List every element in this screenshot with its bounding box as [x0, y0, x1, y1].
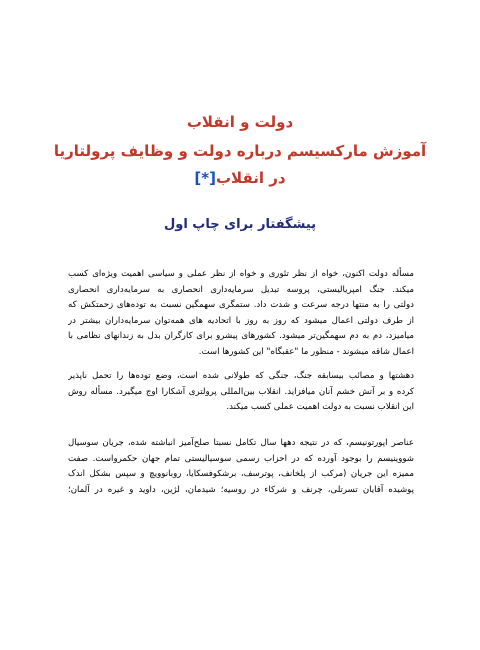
- paragraph-1: [68, 267, 414, 361]
- paragraph-line: ممیزه این جریان (مرکب از پلخانف، پوترسف، برشکوفسکایا، روبانوویچ و سپس بشکل اندک: [68, 469, 414, 480]
- paragraph-line: کرده و بر آتش خشم آنان میافزاید. انقلاب بین‌المللی پرولتری آشکارا اوج میگیرد. مسأله روش: [68, 386, 414, 397]
- paragraph-line: از طرف دولتی اعمال میشود که روز به روز با اتحادیه های همه‌توان سرمایه‌داران بیشتر در: [68, 315, 414, 326]
- footnote-reference-link[interactable]: [*]: [194, 169, 216, 187]
- paragraph-line: عناصر اپورتونیسم، که در نتیجه دهها سال تکامل نسبتا صلح‌آمیز انباشته شده، جریان سوسیال: [68, 438, 414, 448]
- title-line-1: دولت و انقلاب: [186, 113, 294, 131]
- title-line-3: [40, 168, 440, 188]
- paragraph-line: پوشیده آقایان تسرتلی، چرنف و شرکاء در روسیه؛ شیدمان، لژین، داوید و غیره در آلمان؛: [68, 484, 414, 495]
- paragraph-line: این انقلاب نسبت به دولت اهمیت عملی کسب میکند.: [226, 402, 414, 413]
- paragraph-line: مسأله دولت اکنون، خواه از نظر تئوری و خواه از نظر عملی و سیاسی اهمیت ویژه‌ای کسب: [68, 269, 414, 279]
- paragraph-line: میامیزد، دم به دم سهمگین‌تر میشود. کشورهای پیشرو برای کارگران بدل به زندانهای نظامی با: [68, 331, 414, 342]
- title-line-2: آموزش مارکسیسم درباره دولت و وظایف پرولتاریا: [53, 142, 427, 160]
- paragraph-3: [68, 436, 414, 498]
- paragraph-line: اعمال شاقه میشوند - منظور ما "عقبگاه" این کشورها است.: [198, 346, 414, 357]
- paragraph-2: [68, 369, 414, 416]
- paragraph-line: دولتی را به منتها درجه سرعت و شدت داد. ستمگری سهمگین نسبت به توده‌های زحمتکش که: [68, 300, 414, 311]
- paragraph-line: شووینیسم را بوجود آورده که در احزاب رسمی سوسیالیستی تمام جهان حکمرواست. صفت: [68, 453, 414, 464]
- paragraph-line: میکند. جنگ امپریالیستی، پروسه تبدیل سرمایه‌داری انحصاری به سرمایه‌داری انحصاری: [68, 284, 414, 295]
- section-heading: پیشگفتار برای چاپ اول: [163, 217, 317, 232]
- title-line-3-text: در انقلاب: [215, 169, 286, 187]
- paragraph-line: دهشتها و مصائب بیسابقه جنگ، جنگی که طولانی شده است، وضع توده‌ها را تحمل ناپذیر: [68, 371, 414, 381]
